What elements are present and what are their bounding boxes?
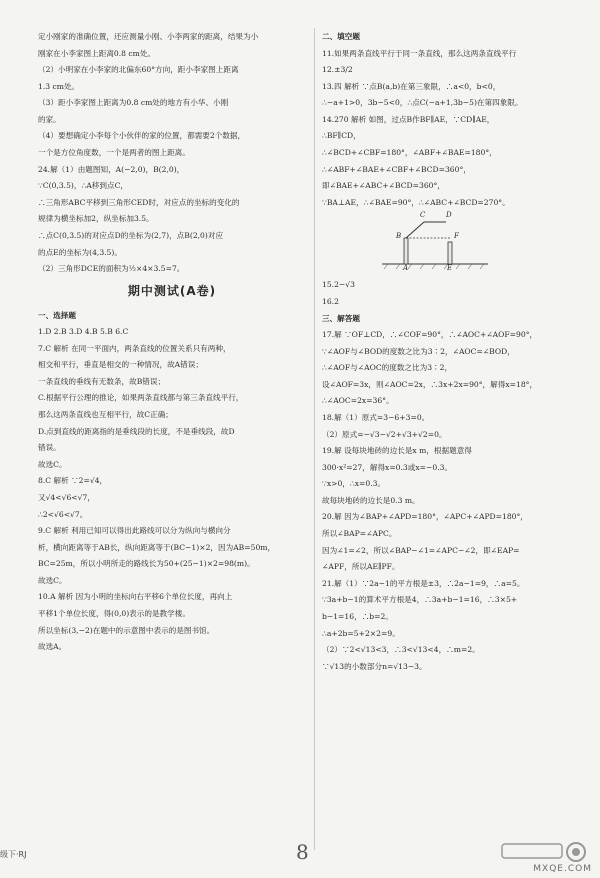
right-text-line: 13.四 解析 ∵点B(a,b)在第三象限，∴a<0，b<0， bbox=[322, 81, 501, 91]
right-text-line: ∠APF，所以AE∥PF。 bbox=[322, 562, 400, 572]
left-column bbox=[38, 32, 306, 659]
column-divider bbox=[314, 28, 315, 850]
label-a: A bbox=[403, 264, 409, 273]
label-b: B bbox=[396, 232, 402, 241]
left-text-line: 一条直线的垂线有无数条，故B错误； bbox=[38, 376, 166, 386]
right-text-line: 所以∠BAP=∠APC。 bbox=[322, 529, 397, 539]
left-text-line: BC=25m，所以小明所走的路线长为50+(25−1)×2=98(m)。 bbox=[38, 559, 255, 569]
left-text-line: ∵C(0,3.5)，∴A移到点C， bbox=[38, 181, 128, 191]
left-text-line: 析，横向距离等于AB长，纵向距离等于(BC−1)×2，因为AB=50m， bbox=[38, 542, 276, 552]
left-text-line: D.点到直线的距离指的是垂线段的长度，不是垂线段，故D bbox=[38, 426, 235, 436]
left-text-line: （2）小明家在小李家的北偏东60°方向，距小李家图上距离 bbox=[38, 65, 239, 75]
right-text-line: 二、填空题 bbox=[322, 32, 360, 41]
left-text-line: 错误。 bbox=[38, 443, 61, 453]
right-text-line: 17.解 ∵OF⊥CD，∴∠COF=90°，∴∠AOC+∠AOF=90°， bbox=[322, 330, 538, 340]
left-text-line: 相交和平行，垂直是相交的一种情况，故A错误； bbox=[38, 360, 203, 370]
geometry-diagram bbox=[380, 214, 490, 272]
right-text-line: b−1=16，∴b=2。 bbox=[322, 611, 393, 621]
right-text-line: 15.2−√3 bbox=[322, 280, 355, 290]
left-text-line: 所以坐标(3,−2)在题中的示意图中表示的是图书馆。 bbox=[38, 625, 215, 635]
left-text-line: 9.C 解析 利用已知可以得出此路线可以分为纵向与横向分 bbox=[38, 526, 231, 536]
right-text-line: ∴∠AOF与∠AOC的度数之比为3∶2， bbox=[322, 363, 453, 373]
watermark-text: MXQE.COM bbox=[533, 864, 592, 874]
right-text-line: 三、解答题 bbox=[322, 313, 360, 323]
right-text-line: ∵√13的小数部分n=√13−3。 bbox=[322, 661, 427, 671]
page-number: 8 bbox=[296, 840, 309, 864]
right-text-line: 21.解（1）∵2a−1的平方根是±3，∴2a−1=9，∴a=5。 bbox=[322, 578, 525, 588]
right-text-line: 19.解 设每块地砖的边长是x m，根据题意得 bbox=[322, 446, 472, 456]
left-text-line: 规律为横坐标加2，纵坐标加3.5。 bbox=[38, 214, 154, 224]
label-f: F bbox=[454, 232, 459, 241]
right-text-line: ∴∠BCD+∠CBF=180°，∠ABF+∠BAE=180°， bbox=[322, 148, 497, 158]
right-text-line: 因为∠1=∠2，所以∠BAP−∠1=∠APC−∠2，即∠EAP= bbox=[322, 545, 520, 555]
right-text-line: ∴BF∥CD， bbox=[322, 131, 361, 141]
right-text-line: 故每块地砖的边长是0.3 m。 bbox=[322, 495, 420, 505]
left-text-line: ∴2<√6<√7。 bbox=[38, 509, 88, 519]
footer-text: 级下·RJ bbox=[0, 850, 27, 859]
left-text-line: 定小刚家的准确位置，还应测量小刚、小李两家的距离，结果为小 bbox=[38, 32, 259, 41]
left-text-line: 7.C 解析 在同一平面内，两条直线的位置关系只有两种， bbox=[38, 343, 231, 353]
left-text-line: 的点E的坐标为(4,3.5)。 bbox=[38, 247, 122, 257]
right-text-line: 16.2 bbox=[322, 296, 339, 306]
left-text-line: 一、选择题 bbox=[38, 310, 76, 320]
right-text-line: ∵∠AOF与∠BOD的度数之比为3∶2，∠AOC=∠BOD， bbox=[322, 346, 515, 356]
right-text-line: ∵BA⊥AE，∴∠BAE=90°，∴∠ABC+∠BCD=270°。 bbox=[322, 197, 510, 207]
left-text-line: 故选A。 bbox=[38, 642, 67, 652]
right-text-line: ∴∠ABF+∠BAE+∠CBF+∠BCD=360°， bbox=[322, 164, 471, 174]
left-text-line: 那么这两条直线也互相平行，故C正确； bbox=[38, 410, 173, 420]
right-text-line: 300·x²=27，解得x=0.3或x=−0.3。 bbox=[322, 462, 453, 472]
left-text-line: 的家。 bbox=[38, 114, 61, 124]
left-text-line: 又√4<√6<√7， bbox=[38, 492, 95, 502]
left-text-line: 故选C。 bbox=[38, 575, 67, 585]
left-text-line: 1.D 2.B 3.D 4.B 5.B 6.C bbox=[38, 327, 129, 337]
label-e: E bbox=[447, 264, 453, 273]
left-text-line: ∴点C(0,3.5)的对应点D的坐标为(2,7)，点B(2,0)对应 bbox=[38, 230, 224, 240]
right-column bbox=[322, 32, 574, 678]
left-text-line: 10.A 解析 因为小明的坐标向右平移6个单位长度，再向上 bbox=[38, 592, 233, 602]
right-text-line: 18.解（1）原式=3−6+3=0。 bbox=[322, 412, 430, 422]
left-text-line: 24.解（1）由题图知，A(−2,0)，B(2,0)， bbox=[38, 164, 185, 174]
label-c: C bbox=[420, 211, 426, 220]
right-text-line: 20.解 因为∠BAP+∠APD=180°，∠APC+∠APD=180°， bbox=[322, 512, 528, 522]
right-text-line: （2）原式=−√3−√2+√3+√2=0。 bbox=[322, 429, 447, 439]
left-text-line: （3）距小李家图上距离为0.8 cm处的地方有小华、小刚 bbox=[38, 98, 229, 108]
right-text-line: ∴∠AOC=2x=36°。 bbox=[322, 396, 394, 406]
left-text-line: 1.3 cm处。 bbox=[38, 81, 80, 91]
right-text-line: （2）∵2<√13<3，∴3<√13<4，∴m=2。 bbox=[322, 645, 480, 655]
parallel-lines-figure bbox=[380, 211, 490, 273]
left-text-line: （4）要想确定小李每个小伙伴的家的位置，都需要2个数据， bbox=[38, 131, 246, 141]
right-text-line: 设∠AOF=3x，则∠AOC=2x，∴3x+2x=90°，解得x=18°， bbox=[322, 379, 538, 389]
left-text-line: 平移1个单位长度，得(0,0)表示的是教学楼。 bbox=[38, 608, 190, 618]
right-text-line: ∵3a+b−1的算术平方根是4，∴3a+b−1=16，∴3×5+ bbox=[322, 595, 518, 605]
right-text-line: 14.270 解析 如图，过点B作BF∥AE，∵CD∥AE， bbox=[322, 114, 495, 124]
label-d: D bbox=[446, 211, 452, 220]
right-text-line: 12.±3/2 bbox=[322, 65, 353, 75]
left-text-line: 8.C 解析 ∵2=√4， bbox=[38, 476, 108, 486]
left-text-line: ∴三角形ABC平移到三角形CED时，对应点的坐标的变化的 bbox=[38, 197, 240, 207]
left-text-line: （2）三角形DCE的面积为½×4×3.5=7。 bbox=[38, 264, 185, 274]
left-text-line: 刚家在小李家图上距离0.8 cm处。 bbox=[38, 48, 156, 58]
left-text-line: C.根据平行公理的推论，如果两条直线都与第三条直线平行， bbox=[38, 393, 244, 403]
right-text-line: 即∠BAE+∠ABC+∠BCD=360°， bbox=[322, 181, 445, 191]
left-text-line: 故选C。 bbox=[38, 459, 67, 469]
midterm-title: 期中测试(A卷) bbox=[127, 283, 217, 298]
right-text-line: ∵x>0，∴x=0.3。 bbox=[322, 479, 386, 489]
right-text-line: ∴a+2b=5+2×2=9。 bbox=[322, 628, 400, 638]
right-text-line: ∴−a+1>0，3b−5<0，∴点C(−a+1,3b−5)在第四象限。 bbox=[322, 98, 523, 108]
right-text-line: 11.如果两条直线平行于同一条直线，那么这两条直线平行 bbox=[322, 48, 517, 58]
left-text-line: 一个是方位角度数，一个是两者的图上距离。 bbox=[38, 148, 190, 158]
